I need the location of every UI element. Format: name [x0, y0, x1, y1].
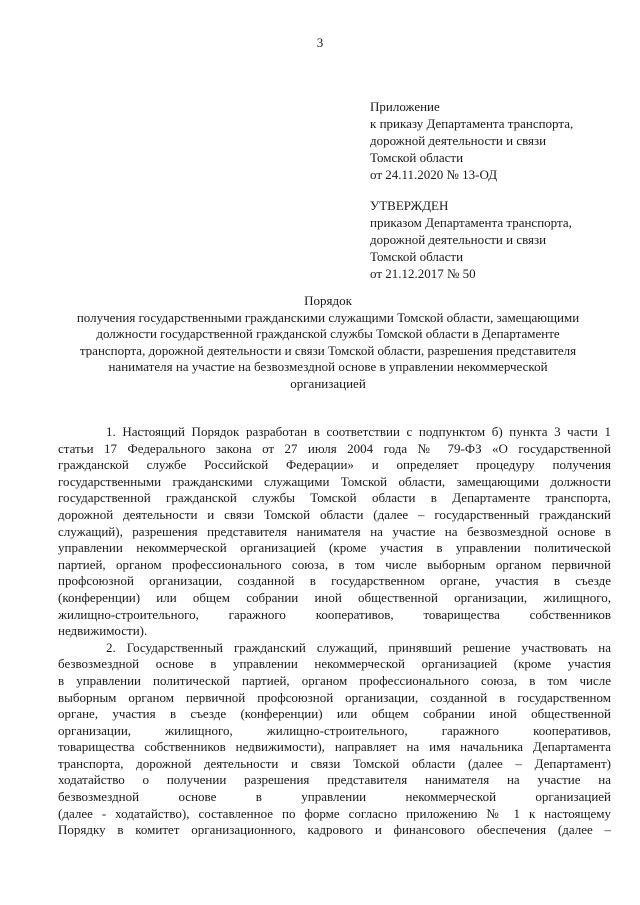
- paragraph-line: органе, участия в съезде (конференции) или общем собрании иной общественной: [58, 706, 611, 722]
- paragraph-line: партией, органом профессионального союза, в том числе выборным органом первичной: [58, 556, 611, 572]
- appendix-line: Томской области: [370, 150, 464, 165]
- title-line: нанимателя на участие на безвозмездной основе в управлении некоммерческой: [108, 359, 548, 375]
- paragraph-line: управлении некоммерческой организацией (кроме участия в управлении политической: [58, 540, 611, 556]
- paragraph-line: служащий), разрешения представителя нанимателя на участие на безвозмездной основе в: [58, 523, 611, 539]
- title-heading: Порядок: [304, 293, 352, 308]
- appendix-line: к приказу Департамента транспорта,: [370, 116, 574, 131]
- paragraph-line: Порядку в комитет организационного, кадрового и финансового обеспечения (далее –: [58, 822, 611, 838]
- approved-line: Томской области: [370, 249, 464, 264]
- paragraph-line: безвозмездной основе в управлении некоммерческой организацией: [58, 789, 611, 805]
- paragraph-line: выборным органом первичной профсоюзной организации, созданной в государственном: [58, 689, 611, 705]
- paragraph-line: транспорта, дорожной деятельности и связи Томской области (далее – Департамент): [58, 755, 611, 771]
- document-body: [58, 424, 611, 839]
- paragraph-line: (конференции) или общем собрании иной общественной организации, жилищного,: [58, 589, 611, 605]
- paragraph-line: государственной гражданской службы Томской области в Департаменте транспорта,: [58, 490, 611, 506]
- approved-line: от 21.12.2017 № 50: [370, 266, 476, 281]
- paragraph-line: жилищно-строительного, гаражного кооперативов, товарищества собственников: [58, 606, 611, 622]
- paragraph-line: недвижимости).: [58, 623, 148, 639]
- page-number: 3: [316, 35, 324, 50]
- paragraph-2: [58, 640, 611, 839]
- paragraph-line: ходатайство о получении разрешения представителя нанимателя на участие на: [58, 772, 611, 788]
- title-line: организацией: [290, 375, 366, 391]
- approved-line: УТВЕРЖДЕН: [370, 198, 449, 213]
- paragraph-line: статьи 17 Федерального закона от 27 июля 2004 года № 79-ФЗ «О государственной: [58, 440, 611, 456]
- paragraph-line: профсоюзной организации, созданной в государственном органе, участия в съезде: [58, 573, 611, 589]
- title-line: должности государственной гражданской службы Томской области в Департаменте: [96, 326, 560, 342]
- approved-line: приказом Департамента транспорта,: [370, 215, 572, 230]
- paragraph-line: организации, жилищного, жилищно-строительного, гаражного кооперативов,: [58, 722, 611, 738]
- approved-block: [370, 197, 620, 282]
- paragraph-line: товарищества собственников недвижимости), направляет на имя начальника Департамента: [58, 739, 611, 755]
- appendix-line: дорожной деятельности и связи: [370, 133, 547, 148]
- paragraph-line: (далее - ходатайство), составленное по форме согласно приложению № 1 к настоящему: [58, 805, 611, 821]
- approved-line: дорожной деятельности и связи: [370, 232, 547, 247]
- paragraph-line: безвозмездной основе в управлении некоммерческой организацией (кроме участия: [58, 656, 611, 672]
- paragraph-line: дорожной деятельности и связи Томской области (далее – государственный гражданский: [58, 506, 611, 522]
- paragraph-line: гражданской службе Российской Федерации» и определяет процедуру получения: [58, 457, 611, 473]
- paragraph-line: в управлении политической партией, органом профессионального союза, в том числе: [58, 672, 611, 688]
- title-line: транспорта, дорожной деятельности и связи Томской области, разрешения представителя: [79, 342, 577, 358]
- appendix-line: от 24.11.2020 № 13-ОД: [370, 167, 498, 182]
- appendix-line: Приложение: [370, 99, 440, 114]
- paragraph-line: 1. Настоящий Порядок разработан в соответствии с подпунктом б) пункта 3 части 1: [106, 424, 611, 439]
- appendix-block: [370, 98, 620, 183]
- paragraph-1: [58, 424, 611, 640]
- document-title: [58, 293, 598, 393]
- title-line: получения государственными гражданскими служащими Томской области, замещающими: [76, 309, 580, 325]
- paragraph-line: 2. Государственный гражданский служащий, принявший решение участвовать на: [106, 639, 611, 655]
- paragraph-line: государственными гражданскими служащими Томской области, замещающими должности: [58, 473, 611, 489]
